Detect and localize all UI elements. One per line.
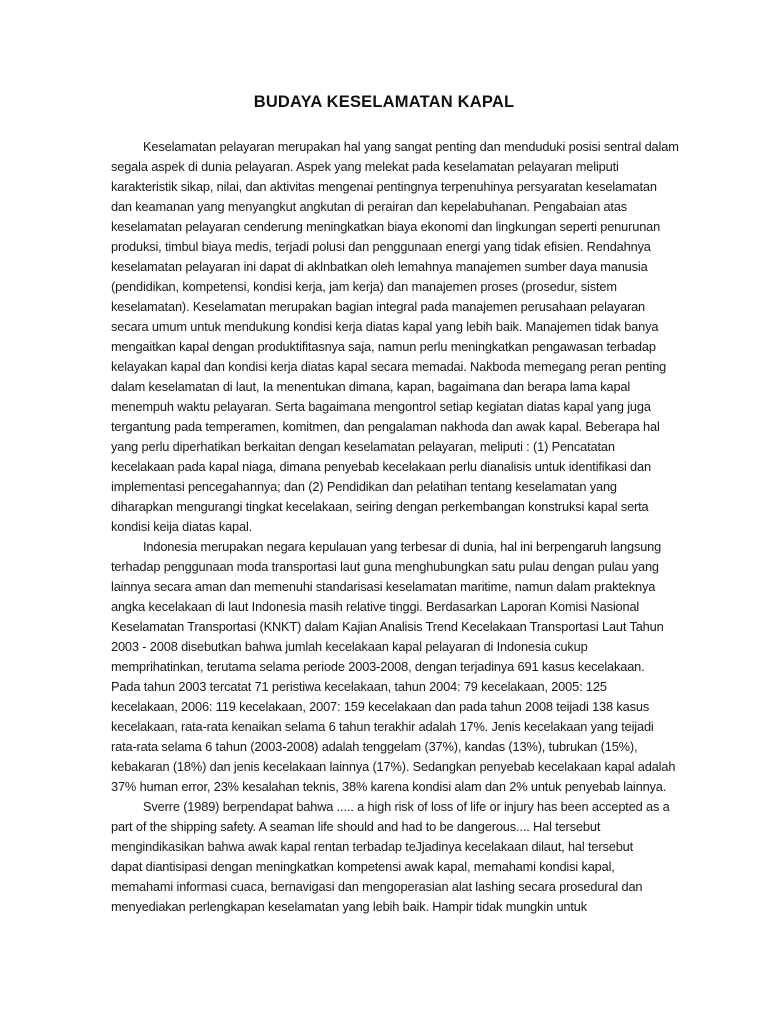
paragraph-line: tergantung pada temperamen, komitmen, dan pengalaman nakhoda dan awak kapal. Beberapa hal: [111, 419, 660, 434]
paragraph: [111, 137, 681, 537]
paragraph-line: kebakaran (18%) dan jenis kecelakaan lainnya (17%). Sedangkan penyebab kecelakaan kapal adalah: [111, 759, 676, 774]
paragraph-line: kondisi keija diatas kapal.: [111, 519, 253, 534]
paragraph-line: kelayakan kapal dan kondisi kerja diatas kapal secara memadai. Nakboda memegang peran penting: [111, 359, 667, 374]
paragraph-line: kecelakaan pada kapal niaga, dimana penyebab kecelakaan perlu dianalisis untuk identifikasi dan: [111, 459, 651, 474]
paragraph-line: secara umum untuk mendukung kondisi kerja diatas kapal yang lebih baik. Manajemen tidak banya: [111, 319, 659, 334]
paragraph-line: yang perlu diperhatikan berkaitan dengan keselamatan pelayaran, meliputi : (1) Pencatatan: [111, 439, 615, 454]
paragraph-line: part of the shipping safety. A seaman life should and had to be dangerous.... Hal tersebut: [111, 819, 601, 834]
paragraph-line: kecelakaan, rata-rata kenaikan selama 6 tahun terakhir adalah 17%. Jenis kecelakaan yang teijadi: [111, 719, 654, 734]
paragraph-line: Keselamatan Transportasi (KNKT) dalam Kajian Analisis Trend Kecelakaan Transportasi Laut Tahun: [111, 619, 664, 634]
paragraph-line: Keselamatan pelayaran merupakan hal yang sangat penting dan menduduki posisi sentral dalam: [143, 139, 679, 154]
paragraph: [111, 537, 681, 797]
paragraph-line: produksi, timbul biaya medis, terjadi polusi dan penggunaan energi yang tidak efisien. Rendahnya: [111, 239, 651, 254]
paragraph-line: memahami informasi cuaca, bernavigasi dan mengoperasian alat lashing secara prosedural dan: [111, 879, 643, 894]
paragraph-line: Indonesia merupakan negara kepulauan yang terbesar di dunia, hal ini berpengaruh langsung: [143, 539, 662, 554]
paragraph-line: diharapkan mengurangi tingkat kecelakaan, seiring dengan perkembangan konstruksi kapal serta: [111, 499, 649, 514]
paragraph: [111, 797, 681, 917]
paragraph-line: mengaitkan kapal dengan produktifitasnya saja, namun perlu meningkatkan pengawasan terbadap: [111, 339, 656, 354]
paragraph-line: 37% human error, 23% kesalahan teknis, 38% karena kondisi alam dan 2% untuk penyebab lainnya.: [111, 779, 667, 794]
paragraph-line: rata-rata selama 6 tahun (2003-2008) adalah tenggelam (37%), kandas (13%), tubrukan (15%),: [111, 739, 638, 754]
paragraph-line: dalam keselamatan di laut, Ia menentukan dimana, kapan, bagaimana dan berapa lama kapal: [111, 379, 631, 394]
document-body: [111, 137, 681, 917]
paragraph-line: segala aspek di dunia pelayaran. Aspek yang melekat pada keselamatan pelayaran meliputi: [111, 159, 619, 174]
paragraph-line: lainnya secara aman dan memenuhi standarisasi keselamatan maritime, namun dalam prakteknya: [111, 579, 656, 594]
paragraph-line: menempuh waktu pelayaran. Serta bagaimana mengontrol setiap kegiatan diatas kapal yang juga: [111, 399, 651, 414]
paragraph-line: terhadap penggunaan moda transportasi laut guna menghubungkan satu pulau dengan pulau yang: [111, 559, 659, 574]
document-title: BUDAYA KESELAMATAN KAPAL: [253, 93, 515, 111]
paragraph-line: kecelakaan, 2006: 119 kecelakaan, 2007: 159 kecelakaan dan pada tahun 2008 teijadi 138 kasus: [111, 699, 650, 714]
paragraph-line: (pendidikan, kompetensi, kondisi kerja, jam kerja) dan manajemen proses (prosedur, sistem: [111, 279, 617, 294]
paragraph-line: implementasi pencegahannya; dan (2) Pendidikan dan pelatihan tentang keselamatan yang: [111, 479, 617, 494]
paragraph-line: keselamatan pelayaran cenderung meningkatkan biaya ekonomi dan lingkungan seperti penurunan: [111, 219, 661, 234]
paragraph-line: Pada tahun 2003 tercatat 71 peristiwa kecelakaan, tahun 2004: 79 kecelakaan, 2005: 125: [111, 679, 607, 694]
paragraph-line: mengindikasikan bahwa awak kapal rentan terbadap teJjadinya kecelakaan dilaut, hal tersebut: [111, 839, 634, 854]
paragraph-line: karakteristik sikap, nilai, dan aktivitas mengenai pentingnya terpenuhinya persyaratan keselamatan: [111, 179, 657, 194]
paragraph-line: menyediakan perlengkapan keselamatan yang lebih baik. Hampir tidak mungkin untuk: [111, 899, 587, 914]
paragraph-line: dan keamanan yang menyangkut angkutan di perairan dan kepelabuhanan. Pengabaian atas: [111, 199, 628, 214]
paragraph-line: angka kecelakaan di laut Indonesia masih relative tinggi. Berdasarkan Laporan Komisi Nasional: [111, 599, 640, 614]
paragraph-line: 2003 - 2008 disebutkan bahwa jumlah kecelakaan kapal pelayaran di Indonesia cukup: [111, 639, 588, 654]
paragraph-line: memprihatinkan, terutama selama periode 2003-2008, dengan terjadinya 691 kasus kecelakaan.: [111, 659, 645, 674]
paragraph-line: keselamatan). Keselamatan merupakan bagian integral pada manajemen perusahaan pelayaran: [111, 299, 646, 314]
paragraph-line: Sverre (1989) berpendapat bahwa ..... a high risk of loss of life or injury has been accepted as a: [143, 799, 670, 814]
paragraph-line: keselamatan pelayaran ini dapat di aklnbatkan oleh lemahnya manajemen sumber daya manusia: [111, 259, 648, 274]
paragraph-line: dapat diantisipasi dengan meningkatkan kompetensi awak kapal, memahami kondisi kapal,: [111, 859, 615, 874]
